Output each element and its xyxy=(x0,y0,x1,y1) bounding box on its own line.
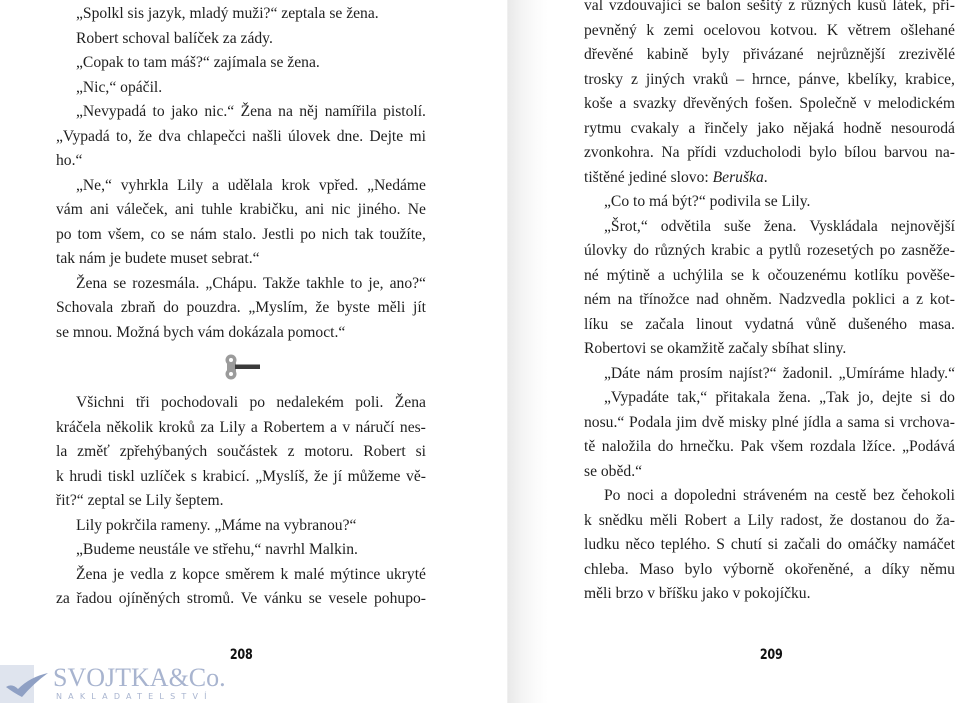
text-line: k hrudi tiskl uzlíček s krabicí. „Myslíš, že jí můžeme vě- xyxy=(56,467,426,485)
text-line: pevněný k zemi ocelovou kotvou. K větrem ošlehané xyxy=(584,21,955,39)
text-line: val vzdouvající se balon sešitý z různých kusů látek, při- xyxy=(584,0,955,14)
text-line: ném na třínožce nad ohněm. Nadzvedla poklici a z kot- xyxy=(584,291,955,308)
publisher-subtitle: NAKLADATELSTVÍ xyxy=(56,692,213,701)
text-line: za řadou ojíněných stromů. Ve vánku se vesele pohupo- xyxy=(56,590,426,607)
text-line: k snědku měli Robert a Lily radost, že dostanou do ža- xyxy=(584,511,955,529)
checkmark-icon xyxy=(4,671,52,699)
text-line: koše a svazky dřevěných fošen. Společně v melodickém xyxy=(584,95,955,112)
text-line: „Dáte nám prosím najíst?“ žadonil. „Umíráme hlady.“ xyxy=(604,364,955,382)
text-line: Po noci a dopoledni stráveném na cestě bez čehokoli xyxy=(604,487,955,504)
text-line: rytmu cvakaly a řinčely jako nějaká hodně nesourodá xyxy=(584,119,955,137)
text-line: ludku něco teplého. S chutí si začali do omáčky namáčet xyxy=(584,536,955,553)
text-line: „Copak to tam máš?“ zajímala se žena. xyxy=(76,54,320,71)
text-line: „Vypadá to, že dva chlapečci našli úlovek dne. Dejte mi xyxy=(56,127,426,145)
publisher-name: SVOJTKA&Co. xyxy=(53,663,226,692)
text-line: „Šrot,“ odvětila suše žena. Vyskládala nejnovější xyxy=(604,217,955,235)
text-line: Žena je vedla z kopce směrem k malé mýtince ukryté xyxy=(76,565,426,583)
page-number-right: 209 xyxy=(759,647,783,663)
text-line: Robert schoval balíček za zády. xyxy=(76,29,273,47)
text-line: úlovky do různých krabic a pytlů rozesetých po zasněže- xyxy=(584,242,955,259)
wind-up-key-icon xyxy=(222,352,262,382)
text-line: „Nevypadá to jako nic.“ Žena na něj namířila pistolí. xyxy=(76,103,426,120)
text-line: né mýtině a uchýlila se k očouzenému kotlíku pověše- xyxy=(584,266,955,284)
text-line: trosky z jiných vraků – hrnce, pánve, kbelíky, krabice, xyxy=(584,70,955,88)
text-line: Schovala zbraň do pouzdra. „Myslím, že byste měli jít xyxy=(56,299,426,316)
text-line: se oběd.“ xyxy=(584,462,643,480)
left-page-text-before-break xyxy=(56,2,426,345)
text-line: „Vypadáte tak,“ přitakala žena. „Tak jo, dejte si do xyxy=(604,389,955,406)
text-line: měli brzo v bříšku jako v pokojíčku. xyxy=(584,585,811,602)
text-line: ho.“ xyxy=(56,152,83,169)
right-page-text xyxy=(584,0,955,607)
text-line: „Spolkl sis jazyk, mladý muži?“ zeptala se žena. xyxy=(76,5,379,22)
text-line: kráčela několik kroků za Lily a Robertem a v náručí nes- xyxy=(56,418,426,436)
text-line: líku se začala linout vydatná vůně dušeného masa. xyxy=(584,315,955,333)
text-line: Žena se rozesmála. „Chápu. Takže takhle to je, ano?“ xyxy=(76,274,426,292)
text-line: tištěné jediné slovo: Beruška. xyxy=(584,168,768,186)
text-line: Robertovi se okamžitě začaly sbíhat sliny. xyxy=(584,340,847,357)
text-line: la změť zpřehýbaných součástek z motoru. Robert si xyxy=(56,443,426,460)
text-line: Lily pokrčila rameny. „Máme na vybranou?“ xyxy=(76,516,357,534)
italic-word: Beruška xyxy=(712,168,764,186)
text-line: se mnou. Možná bych vám dokázala pomoct.“ xyxy=(56,323,346,341)
text-line: „Budeme neustále ve střehu,“ navrhl Malkin. xyxy=(76,541,358,558)
text-line: nosu.“ Podala jim dvě misky plné jídla a sama si vrchova- xyxy=(584,413,955,431)
text-line: Všichni tři pochodovali po nedalekém poli. Žena xyxy=(76,394,426,411)
text-line: „Co to má být?“ podivila se Lily. xyxy=(604,193,811,210)
text-line: tě naložila do hrnečku. Pak všem rozdala lžíce. „Podává xyxy=(584,438,955,455)
text-line: dřevěné kabině byly přivázané nejrůznější zrezivělé xyxy=(584,46,955,63)
spine-shadow xyxy=(508,0,548,703)
text-line: po tom všem, co se nám stalo. Jestli po nich tak toužíte, xyxy=(56,225,426,243)
text-line: zvonkohra. Na přídi vzducholodi bylo bílou barvou na- xyxy=(584,144,955,161)
publisher-logo xyxy=(0,663,226,703)
text-line: vám ani váleček, ani tuhle krabičku, ani nic jiného. Ne xyxy=(56,201,426,218)
text-line: „Ne,“ vyhrkla Lily a udělala krok vpřed. „Nedáme xyxy=(76,176,426,194)
text-line: chleba. Maso bylo výborně okořeněné, a díky němu xyxy=(584,560,955,578)
text-line: „Nic,“ opáčil. xyxy=(76,78,163,96)
text-line: tak nám je budete muset sebrat.“ xyxy=(56,250,260,267)
left-page-text-after-break xyxy=(56,391,426,612)
page-number-left: 208 xyxy=(229,647,253,663)
text-line: řit?“ zeptal se Lily šeptem. xyxy=(56,492,224,509)
